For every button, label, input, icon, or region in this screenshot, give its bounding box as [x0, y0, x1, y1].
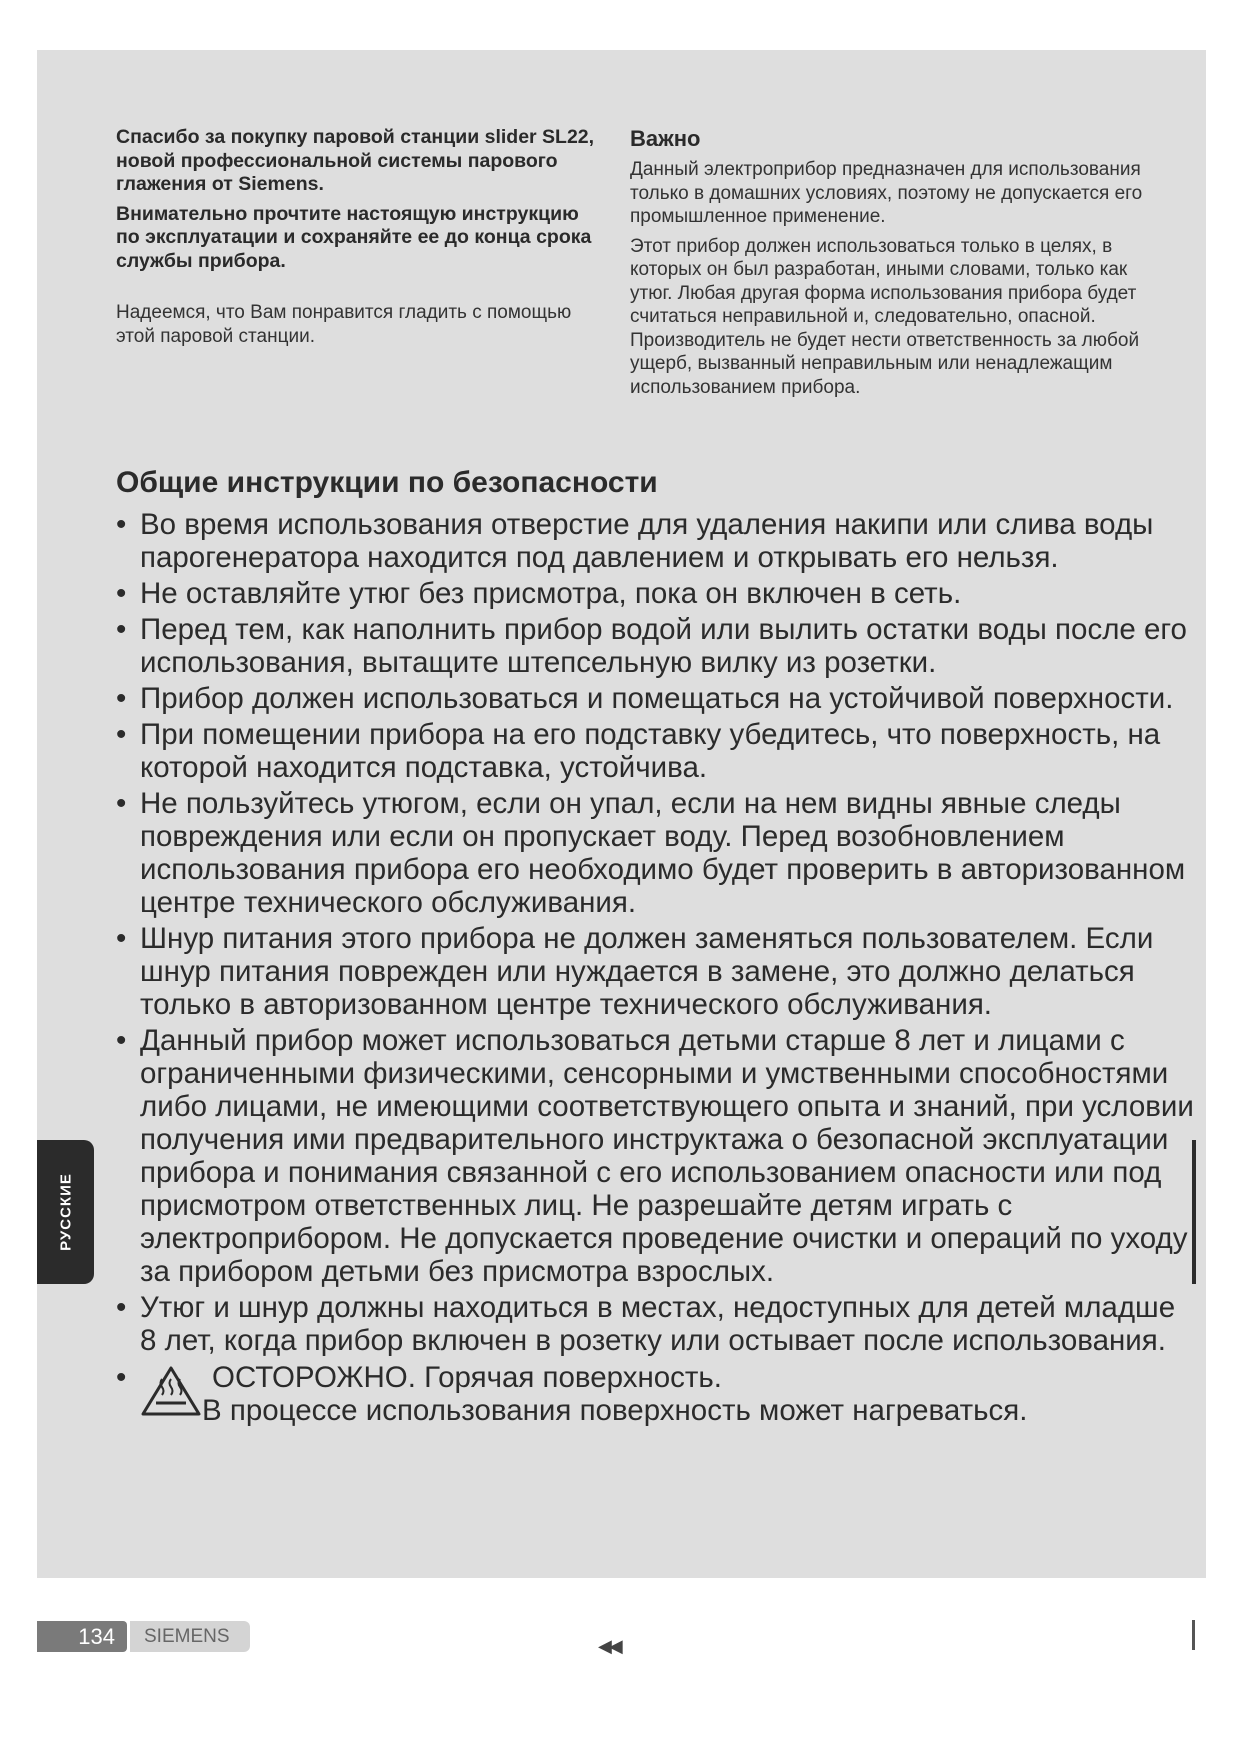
important-para-1: Данный электроприбор предназначен для использования только в домашних условиях, поэтому не допускается его промышленное применение. — [630, 159, 1143, 227]
intro-thanks: Спасибо за покупку паровой станции slider SL22, новой профессиональной системы парового глажения от Siemens. — [116, 126, 595, 195]
important-heading: Важно — [630, 126, 701, 151]
important-para-2: Этот прибор должен использоваться только в целях, в которых он был разработан, иными словами, только как утюг. Любая другая форма использования прибора будет считаться неправильной и, следовательно, опасной. Производитель не будет нести ответственность за любой ущерб, вызванный неправильным или ненадлежащим использованием прибора. — [630, 235, 1140, 398]
brand-label: SIEMENS — [130, 1621, 250, 1652]
back-arrows-icon[interactable]: ◀◀ — [598, 1636, 620, 1656]
important-column — [630, 126, 1150, 405]
safety-title: Общие инструкции по безопасности — [116, 466, 658, 499]
list-item: • Во время использования отверстие для удаления накипи или слива воды парогенератора находится под давлением и открывать его нельзя. — [116, 508, 1154, 574]
caution-item: • ОСТОРОЖНО. Горячая поверхность. В процессе использования поверхность может нагреваться. — [116, 1361, 1196, 1427]
page-number: 134 — [37, 1621, 127, 1652]
safety-list — [116, 508, 1196, 1427]
right-edge-marker — [1192, 1140, 1196, 1284]
list-item: • Не пользуйтесь утюгом, если он упал, если на нем видны явные следы повреждения или если он пропускает воду. Перед возобновлением использования прибора его необходимо будет проверить в авторизованном центре технического обслуживания. — [116, 787, 1186, 919]
caution-line-2: В процессе использования поверхность может нагреваться. — [202, 1394, 1028, 1427]
list-item: • При помещении прибора на его подставку убедитесь, что поверхность, на которой находится подставка, устойчива. — [116, 718, 1161, 784]
language-tab: РУССКИЕ — [37, 1140, 94, 1284]
intro-left-column — [116, 126, 606, 354]
intro-enjoy: Надеемся, что Вам понравится гладить с помощью этой паровой станции. — [116, 302, 572, 347]
list-item: • Прибор должен использоваться и помещаться на устойчивой поверхности. — [116, 682, 1174, 715]
intro-read-instructions: Внимательно прочтите настоящую инструкцию по эксплуатации и сохраняйте ее до конца срока службы прибора. — [116, 202, 592, 272]
hot-surface-warning-icon — [140, 1365, 202, 1417]
list-item: • Не оставляйте утюг без присмотра, пока он включен в сеть. — [116, 577, 962, 610]
caution-line-1: ОСТОРОЖНО. Горячая поверхность. — [212, 1361, 722, 1394]
list-item: • Данный прибор может использоваться детьми старше 8 лет и лицами с ограниченными физическими, сенсорными и умственными способностями либо лицами, не имеющими соответствующего опыта и знаний, при условии получения ими предварительного инструктажа о безопасной эксплуатации прибора и понимания связанной с его использованием опасности или под присмотром ответственных лиц. Не разрешайте детям играть с электроприбором. Не допускается проведение очистки и операций по уходу за прибором детьми без присмотра взрослых. — [116, 1024, 1194, 1288]
list-item: • Утюг и шнур должны находиться в местах, недоступных для детей младше 8 лет, когда прибор включен в розетку или остывает после использования. — [116, 1291, 1176, 1357]
right-edge-marker-bottom — [1192, 1620, 1195, 1650]
list-item: • Перед тем, как наполнить прибор водой или вылить остатки воды после его использования, вытащите штепсельную вилку из розетки. — [116, 613, 1187, 679]
list-item: • Шнур питания этого прибора не должен заменяться пользователем. Если шнур питания поврежден или нуждается в замене, это должно делаться только в авторизованном центре технического обслуживания. — [116, 922, 1154, 1021]
